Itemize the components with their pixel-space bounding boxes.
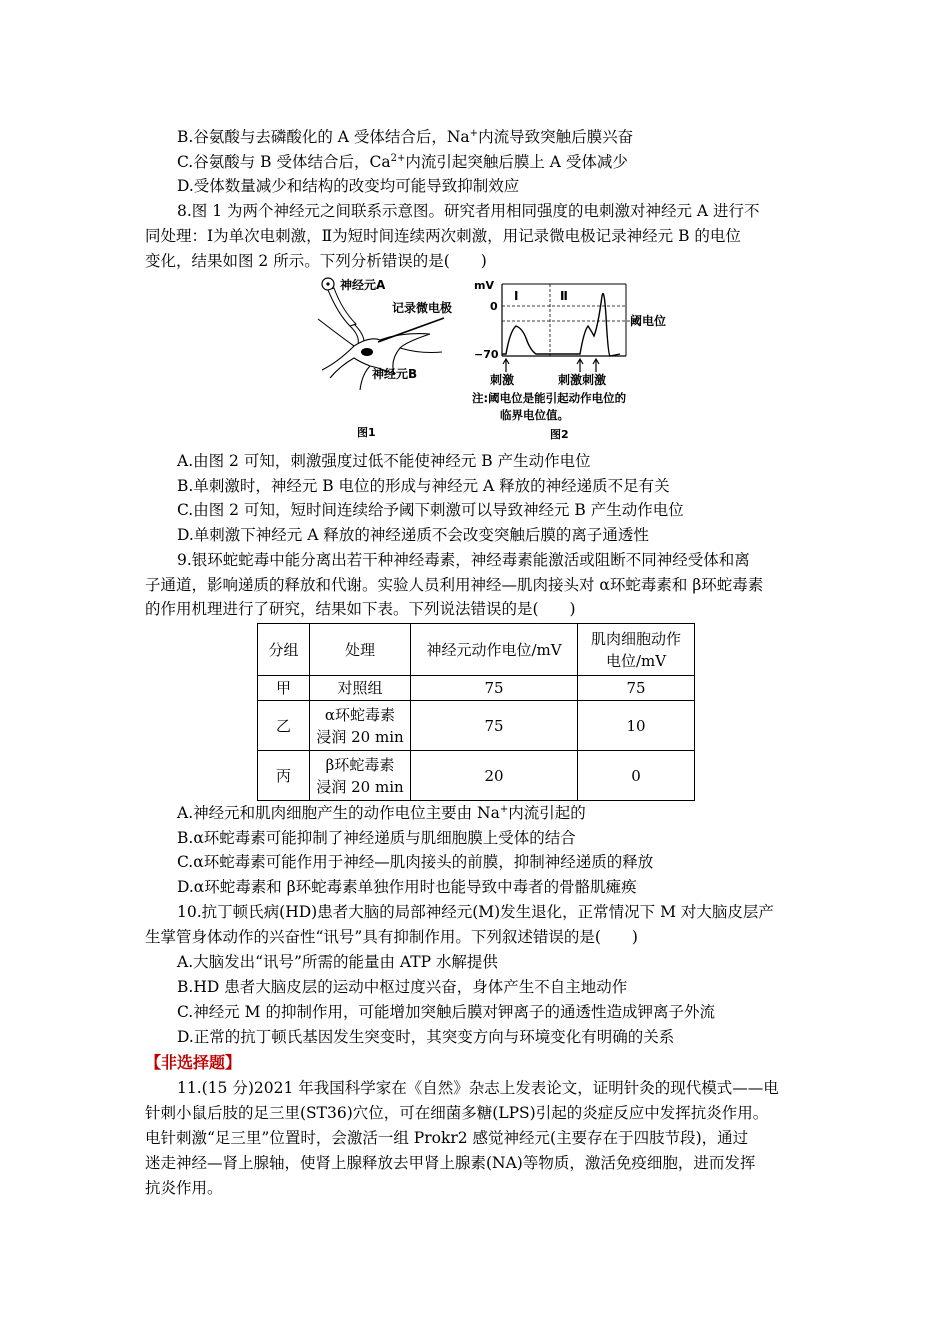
q10-option-a: A.大脑发出“讯号”所需的能量由 ATP 水解提供 [177, 953, 498, 971]
neuron-b-nucleus [361, 348, 373, 356]
header-neuron-potential: 神经元动作电位/mV [411, 624, 578, 676]
q9-stem-line3: 的作用机理进行了研究，结果如下表。下列说法错误的是( ) [145, 600, 576, 618]
q11-line3: 电针刺激“足三里”位置时，会激活一组 Prokr2 感觉神经元(主要存在于四肢节段)，通过 [145, 1129, 749, 1147]
q10-option-d: D.正常的抗丁顿氏基因发生突变时，其突变方向与环境变化有明确的关系 [177, 1028, 675, 1046]
figure-1-neuron-diagram [310, 274, 480, 444]
q8-option-b: B.单刺激时，神经元 B 电位的形成与神经元 A 释放的神经递质不足有关 [177, 477, 670, 495]
q11-line1: 11.(15 分)2021 年我国科学家在《自然》杂志上发表论文，证明针灸的现代模式——电 [177, 1079, 779, 1097]
q7-option-b: B.谷氨酸与去磷酸化的 A 受体结合后，Na+内流导致突触后膜兴奋 [177, 128, 634, 146]
q7-option-c: C.谷氨酸与 B 受体结合后，$Ca^{2+}$内流引起突触后膜上 A 受体减少 [177, 153, 628, 171]
q11-line5: 抗炎作用。 [145, 1179, 223, 1197]
cell-treatment: β环蛇毒素 浸润 20 min [310, 751, 411, 801]
q11-line2: 针刺小鼠后肢的足三里(ST36)穴位，可在细菌多糖(LPS)引起的炎症反应中发挥抗炎作用。 [145, 1104, 769, 1122]
q8-option-d: D.单刺激下神经元 A 释放的神经递质不会改变突触后膜的离子通透性 [177, 526, 649, 544]
recording-electrode [378, 318, 444, 342]
stimulus-label-2: 刺激刺激 [558, 373, 607, 387]
header-muscle-potential: 肌肉细胞动作 电位/mV [578, 624, 695, 676]
cell-muscle: 10 [578, 701, 695, 751]
threshold-label: 阈电位 [630, 314, 667, 328]
label-recording-electrode: 记录微电极 [392, 301, 453, 315]
cell-group: 甲 [258, 676, 310, 701]
q9-option-a: A.神经元和肌肉细胞产生的动作电位主要由 Na+内流引起的 [177, 804, 586, 822]
q10-stem-line1: 10.抗丁顿氏病(HD)患者大脑的局部神经元(M)发生退化，正常情况下 M 对大脑皮层产 [177, 903, 774, 921]
cell-muscle: 75 [578, 676, 695, 701]
figure-1-caption: 图1 [357, 426, 376, 439]
q11-line4: 迷走神经—肾上腺轴，使肾上腺释放去甲肾上腺素(NA)等物质，激活免疫细胞，进而发挥 [145, 1154, 756, 1172]
q10-option-b: B.HD 患者大脑皮层的运动中枢过度兴奋，身体产生不自主地动作 [177, 978, 628, 996]
q7-option-d: D.受体数量减少和结构的改变均可能导致抑制效应 [177, 177, 520, 195]
q10-option-c: C.神经元 M 的抑制作用，可能增加突触后膜对钾离子的通透性造成钾离子外流 [177, 1003, 715, 1021]
tick-minus-70: −70 [474, 348, 499, 361]
cell-neuron: 75 [411, 701, 578, 751]
cell-group: 丙 [258, 751, 310, 801]
table-header-row [258, 624, 695, 676]
table-row [258, 751, 695, 801]
q9-option-d: D.α环蛇毒素和 β环蛇毒素单独作用时也能导致中毒者的骨骼肌瘫痪 [177, 878, 637, 896]
table-row [258, 676, 695, 701]
cell-neuron: 20 [411, 751, 578, 801]
q9-results-table [257, 623, 695, 801]
label-neuron-b: 神经元B [372, 367, 418, 381]
q9-stem-line1: 9.银环蛇蛇毒中能分离出若干种神经毒素，神经毒素能激活或阻断不同神经受体和离 [177, 551, 750, 569]
y-axis-unit: mV [474, 279, 494, 292]
table-row [258, 701, 695, 751]
phase-1-label: Ⅰ [514, 289, 519, 303]
header-group: 分组 [258, 624, 310, 676]
tick-0: 0 [490, 300, 498, 313]
cell-treatment: α环蛇毒素 浸润 20 min [310, 701, 411, 751]
q9-option-c: C.α环蛇毒素可能作用于神经—肌肉接头的前膜，抑制神经递质的释放 [177, 853, 654, 871]
cell-muscle: 0 [578, 751, 695, 801]
chart-note-line2: 临界电位值。 [500, 408, 569, 422]
stimulus-label-1: 刺激 [490, 373, 515, 387]
q8-stem-line3: 变化，结果如图 2 所示。下列分析错误的是( ) [145, 252, 487, 270]
phase-2-label: Ⅱ [560, 289, 568, 303]
header-treatment: 处理 [310, 624, 411, 676]
q8-stem-line2: 同处理：Ⅰ为单次电刺激，Ⅱ为短时间连续两次刺激，用记录微电极记录神经元 B 的电位 [145, 227, 741, 245]
cell-group: 乙 [258, 701, 310, 751]
q8-stem-line1: 8.图 1 为两个神经元之间联系示意图。研究者用相同强度的电刺激对神经元 A 进行不 [177, 202, 760, 220]
figure-2-caption: 图2 [550, 428, 569, 441]
q8-option-a: A.由图 2 可知，刺激强度过低不能使神经元 B 产生动作电位 [177, 452, 591, 470]
q9-option-b: B.α环蛇毒素可能抑制了神经递质与肌细胞膜上受体的结合 [177, 829, 576, 847]
q9-stem-line2: 子通道，影响递质的释放和代谢。实验人员利用神经—肌肉接头对 α环蛇毒素和 β环蛇毒素 [145, 576, 764, 594]
q8-option-c: C.由图 2 可知，短时间连续给予阈下刺激可以导致神经元 B 产生动作电位 [177, 501, 684, 519]
cell-neuron: 75 [411, 676, 578, 701]
chart-note-line1: 注:阈电位是能引起动作电位的 [472, 391, 627, 405]
cell-treatment: 对照组 [310, 676, 411, 701]
figure-2-potential-chart [470, 276, 685, 446]
section-heading: 【非选择题】 [145, 1053, 242, 1072]
label-neuron-a: 神经元A [340, 278, 386, 292]
q10-stem-line2: 生掌管身体动作的兴奋性“讯号”具有抑制作用。下列叙述错误的是( ) [145, 928, 638, 946]
